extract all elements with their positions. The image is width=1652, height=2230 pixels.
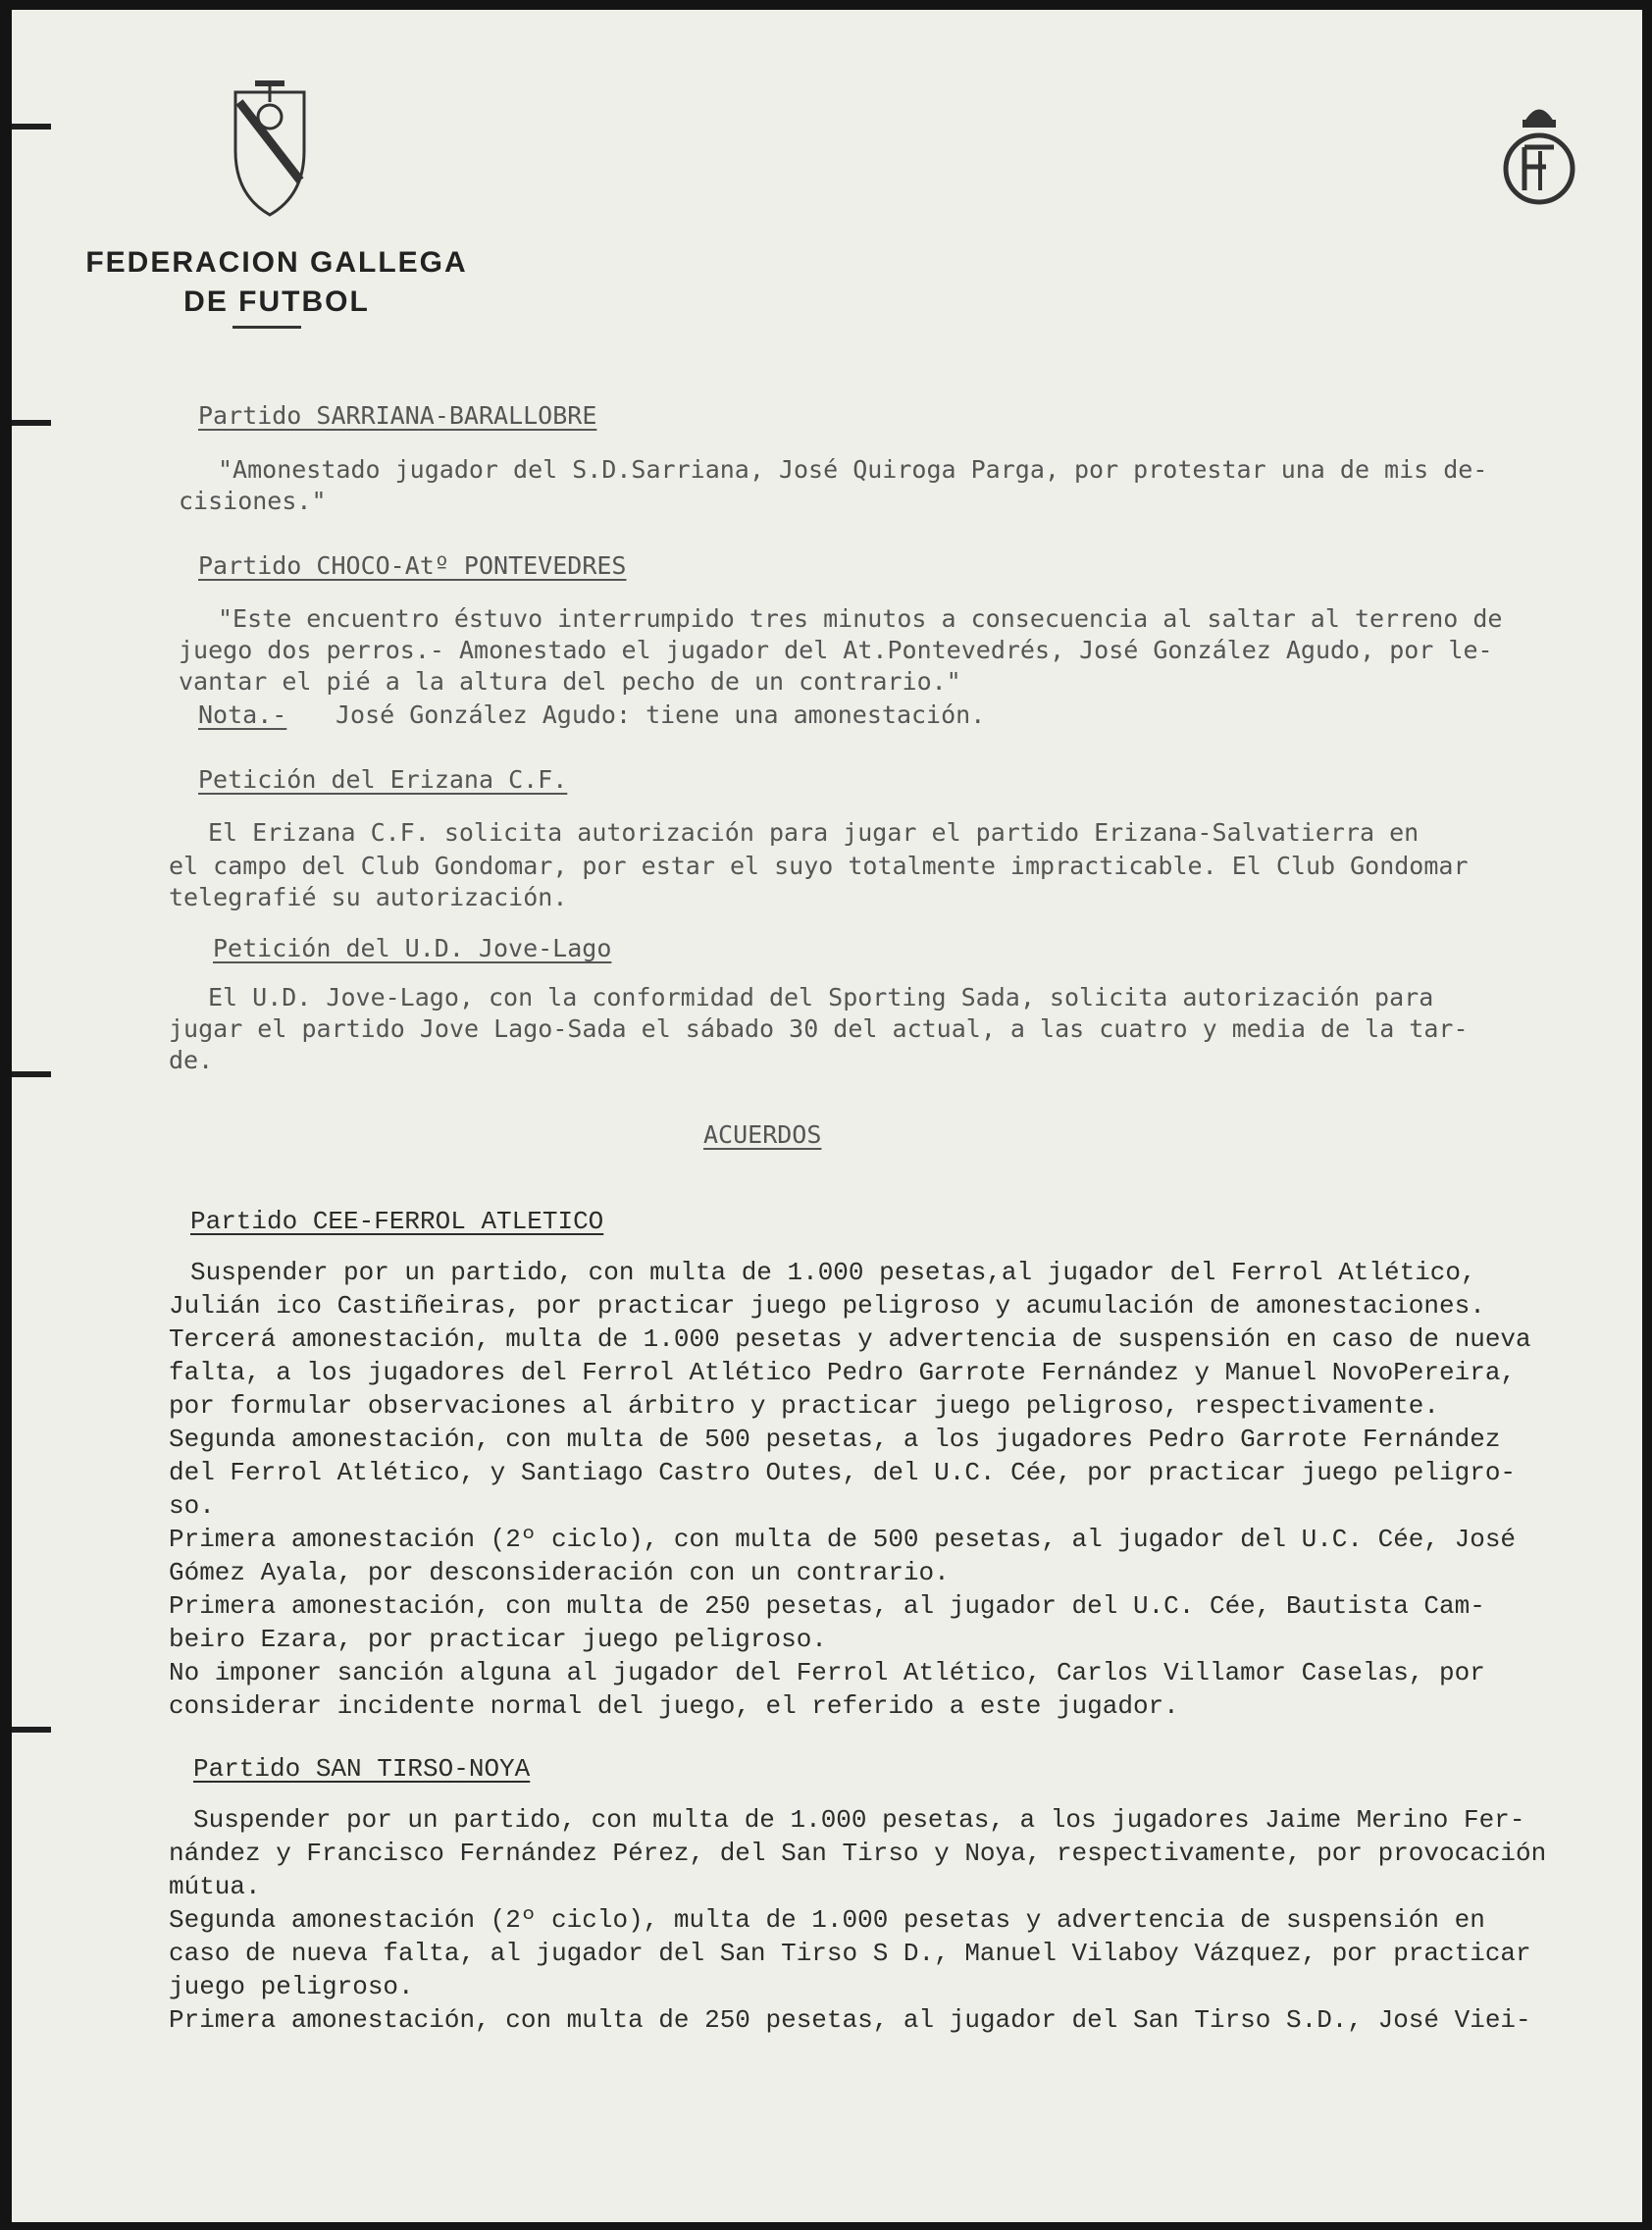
text-line: "Este encuentro éstuvo interrumpido tres minutos a consecuencia al saltar al terreno de <box>218 604 1503 633</box>
organization-name <box>71 243 483 322</box>
document-page <box>12 10 1642 2222</box>
text-line: Segunda amonestación (2º ciclo), multa de 1.000 pesetas y advertencia de suspensión en <box>169 1905 1485 1935</box>
text-line: Primera amonestación, con multa de 250 pesetas, al jugador del San Tirso S.D., José Viei- <box>169 2005 1531 2035</box>
text-line: Primera amonestación, con multa de 250 pesetas, al jugador del U.C. Cée, Bautista Cam- <box>169 1591 1485 1621</box>
text-line: Suspender por un partido, con multa de 1.000 pesetas, a los jugadores Jaime Merino Fer- <box>193 1805 1525 1835</box>
section-heading: Partido CEE-FERROL ATLETICO <box>190 1207 604 1236</box>
section-heading: Petición del Erizana C.F. <box>198 765 568 794</box>
section-heading: Partido SAN TIRSO-NOYA <box>193 1754 531 1784</box>
text-line: Segunda amonestación, con multa de 500 pesetas, a los jugadores Pedro Garrote Fernández <box>169 1425 1501 1454</box>
binder-hole-mark <box>12 1071 51 1077</box>
text-line: considerar incidente normal del juego, el referido a este jugador. <box>169 1691 1179 1721</box>
text-line: por formular observaciones al árbitro y practicar juego peligroso, respectivamente. <box>169 1391 1440 1421</box>
text-line: nández y Francisco Fernández Pérez, del San Tirso y Noya, respectivamente, por provocación <box>169 1839 1547 1868</box>
section-heading: Petición del U.D. Jove-Lago <box>213 934 612 962</box>
text-line: Gómez Ayala, por desconsideración con un contrario. <box>169 1558 950 1587</box>
galician-federation-shield-icon <box>226 73 314 220</box>
royal-spanish-federation-crest-icon <box>1495 92 1583 210</box>
text-line: vantar el pié a la altura del pecho de un contrario." <box>179 667 961 696</box>
text-line: mútua. <box>169 1872 261 1901</box>
binder-hole-mark <box>12 420 51 426</box>
text-line: Suspender por un partido, con multa de 1.000 pesetas,al jugador del Ferrol Atlético, <box>190 1258 1476 1287</box>
text-line: Primera amonestación (2º ciclo), con multa de 500 pesetas, al jugador del U.C. Cée, José <box>169 1525 1517 1554</box>
letterhead-rule <box>232 326 301 329</box>
text-line: beiro Ezara, por practicar juego peligroso. <box>169 1625 827 1654</box>
acuerdos-title: ACUERDOS <box>703 1120 822 1149</box>
note-text: José González Agudo: tiene una amonestación. <box>336 700 986 729</box>
text-line: El Erizana C.F. solicita autorización para jugar el partido Erizana-Salvatierra en <box>208 818 1420 847</box>
text-line: juego dos perros.- Amonestado el jugador del At.Pontevedrés, José González Agudo, por le- <box>179 636 1493 664</box>
text-line: el campo del Club Gondomar, por estar el suyo totalmente impracticable. El Club Gondomar <box>169 852 1469 880</box>
text-line: Julián ico Castiñeiras, por practicar juego peligroso y acumulación de amonestaciones. <box>169 1291 1485 1321</box>
binder-hole-mark <box>12 1727 51 1733</box>
text-line: telegrafié su autorización. <box>169 883 568 911</box>
org-name-line1: FEDERACION GALLEGA <box>85 246 468 279</box>
text-line: Tercerá amonestación, multa de 1.000 pesetas y advertencia de suspensión en caso de nueva <box>169 1324 1531 1354</box>
text-line: juego peligroso. <box>169 1972 414 2001</box>
text-line: falta, a los jugadores del Ferrol Atlético Pedro Garrote Fernández y Manuel NovoPereira, <box>169 1358 1517 1387</box>
text-line: No imponer sanción alguna al jugador del Ferrol Atlético, Carlos Villamor Caselas, por <box>169 1658 1485 1687</box>
text-line: "Amonestado jugador del S.D.Sarriana, José Quiroga Parga, por protestar una de mis de- <box>218 455 1488 484</box>
text-line: El U.D. Jove-Lago, con la conformidad del Sporting Sada, solicita autorización para <box>208 983 1434 1011</box>
text-line: caso de nueva falta, al jugador del San Tirso S D., Manuel Vilaboy Vázquez, por practicar <box>169 1939 1531 1968</box>
note-label: Nota.- <box>198 700 287 729</box>
binder-hole-mark <box>12 124 51 130</box>
section-heading: Partido CHOCO-Atº PONTEVEDRES <box>198 551 627 580</box>
text-line: cisiones." <box>179 487 327 515</box>
text-line: del Ferrol Atlético, y Santiago Castro Outes, del U.C. Cée, por practicar juego peligro- <box>169 1458 1517 1487</box>
text-line: de. <box>169 1046 214 1074</box>
org-name-line2: DE FUTBOL <box>183 285 370 318</box>
text-line: so. <box>169 1491 215 1521</box>
section-heading: Partido SARRIANA-BARALLOBRE <box>198 401 597 430</box>
text-line: jugar el partido Jove Lago-Sada el sábado 30 del actual, a las cuatro y media de la tar- <box>169 1014 1469 1043</box>
